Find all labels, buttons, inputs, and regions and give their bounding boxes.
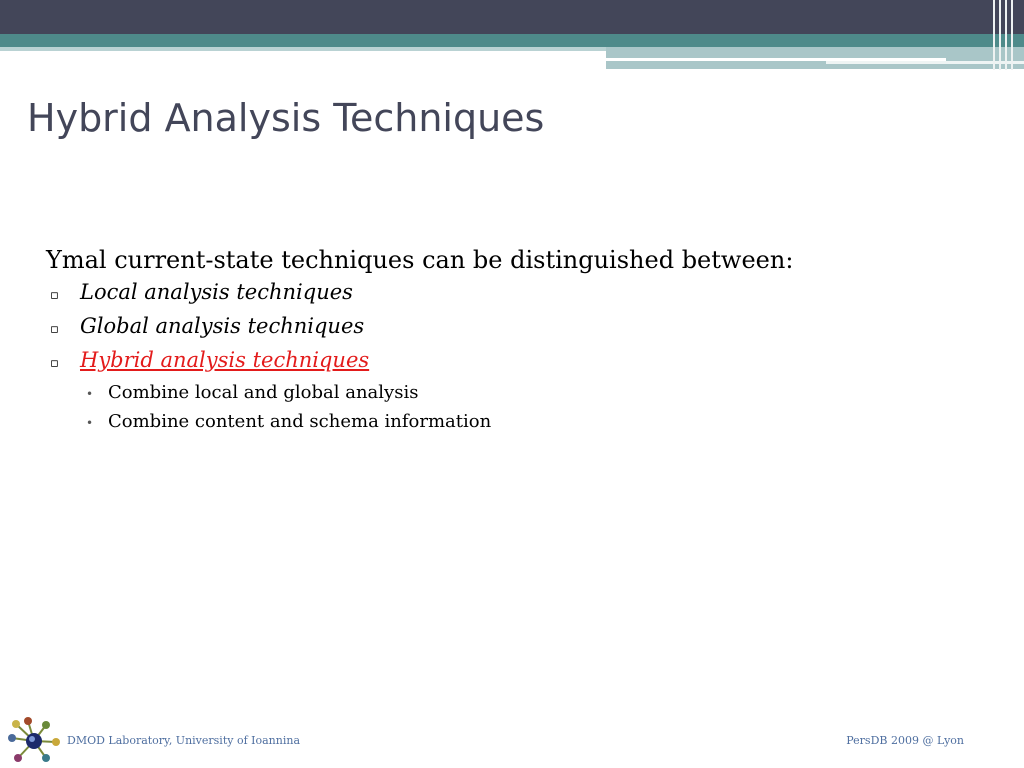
vertical-stripe [999, 0, 1001, 70]
slide-content [46, 246, 966, 440]
molecule-logo-icon [2, 716, 62, 766]
slide-title: Hybrid Analysis Techniques [27, 96, 545, 140]
bullet-local-analysis [46, 280, 966, 304]
square-bullet-icon: ▫ [50, 356, 59, 371]
sub-bullet-label: Combine content and schema information [108, 411, 492, 432]
top-bar [0, 0, 1024, 34]
bullet-label: Global analysis techniques [80, 314, 365, 338]
bullet-global-analysis [46, 314, 966, 338]
sub-bullet-combine-analysis [46, 382, 966, 403]
vertical-stripe [1011, 0, 1013, 70]
teal-band [0, 34, 1024, 47]
intro-text: Ymal current-state techniques can be distinguished between: [46, 246, 794, 274]
sub-bullet-label: Combine local and global analysis [108, 382, 419, 403]
square-bullet-icon: ▫ [50, 322, 59, 337]
dot-bullet-icon: • [86, 387, 94, 401]
footer-left-text: DMOD Laboratory, University of Ioannina [67, 734, 301, 747]
square-bullet-icon: ▫ [50, 288, 59, 303]
bullet-label: Local analysis techniques [80, 280, 353, 304]
sub-bullet-combine-content [46, 411, 966, 432]
bullet-hybrid-analysis [46, 348, 966, 372]
footer-right-text: PersDB 2009 @ Lyon [846, 734, 964, 747]
vertical-stripe [1005, 0, 1007, 70]
dot-bullet-icon: • [86, 416, 94, 430]
bullet-label-highlighted: Hybrid analysis techniques [80, 348, 370, 372]
teal-band-light-left [0, 47, 606, 51]
vertical-stripe [993, 0, 995, 70]
